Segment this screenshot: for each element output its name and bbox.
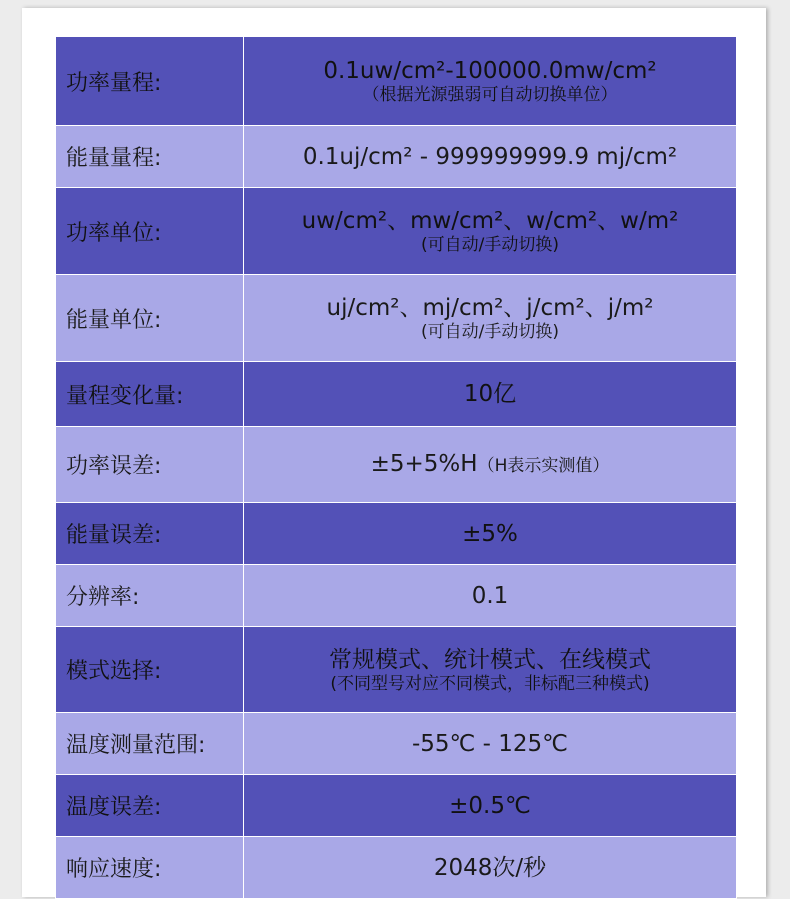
- row-value: [244, 275, 737, 362]
- value-text: 10亿: [463, 381, 517, 407]
- row-value: [244, 565, 737, 627]
- row-value: [244, 126, 737, 188]
- value-text: 0.1uw/cm²-100000.0mw/cm²: [323, 58, 657, 84]
- row-label: 功率误差:: [56, 427, 244, 503]
- spec-row-mode: [56, 627, 737, 713]
- spec-row-power-unit: [56, 188, 737, 275]
- spec-table: [55, 36, 737, 899]
- spec-row-energy-range: [56, 126, 737, 188]
- value-text: 常规模式、统计模式、在线模式: [329, 646, 651, 673]
- row-label: 温度误差:: [56, 775, 244, 837]
- value-note: （H表示实测值）: [477, 455, 610, 476]
- spec-row-power-error: [56, 427, 737, 503]
- row-label: 功率单位:: [56, 188, 244, 275]
- row-label: 模式选择:: [56, 627, 244, 713]
- value-note: （根据光源强弱可自动切换单位）: [362, 85, 618, 105]
- value-text: ±0.5℃: [449, 792, 531, 819]
- row-value: [244, 188, 737, 275]
- row-label: 功率量程:: [56, 37, 244, 126]
- row-label: 分辨率:: [56, 565, 244, 627]
- value-text: -55℃ - 125℃: [411, 730, 569, 757]
- spec-row-resolution: [56, 565, 737, 627]
- row-value: [244, 37, 737, 126]
- row-value: [244, 837, 737, 899]
- spec-row-range-change: [56, 362, 737, 427]
- row-value: [244, 627, 737, 713]
- spec-row-response-speed: [56, 837, 737, 899]
- row-value: [244, 713, 737, 775]
- value-text: uj/cm²、mj/cm²、j/cm²、j/m²: [326, 295, 654, 321]
- row-label: 温度测量范围:: [56, 713, 244, 775]
- value-note: (可自动/手动切换): [421, 322, 559, 342]
- row-value: [244, 775, 737, 837]
- value-text: 0.1: [471, 582, 509, 609]
- row-label: 量程变化量:: [56, 362, 244, 427]
- row-label: 能量误差:: [56, 503, 244, 565]
- spec-row-energy-unit: [56, 275, 737, 362]
- value-text: 0.1uj/cm² - 999999999.9 mj/cm²: [302, 143, 678, 170]
- row-label: 响应速度:: [56, 837, 244, 899]
- row-value: [244, 427, 737, 503]
- row-value: [244, 503, 737, 565]
- row-value: [244, 362, 737, 427]
- value-text: ±5%: [462, 520, 518, 547]
- spec-row-temp-range: [56, 713, 737, 775]
- row-label: 能量单位:: [56, 275, 244, 362]
- value-text: uw/cm²、mw/cm²、w/cm²、w/m²: [301, 208, 679, 234]
- value-text: 2048次/秒: [433, 854, 547, 881]
- spec-row-power-range: [56, 37, 737, 126]
- row-label: 能量量程:: [56, 126, 244, 188]
- spec-row-temp-error: [56, 775, 737, 837]
- spec-row-energy-error: [56, 503, 737, 565]
- value-text: [244, 450, 736, 480]
- value-main: ±5+5%H: [370, 450, 478, 477]
- value-note: (不同型号对应不同模式，非标配三种模式): [330, 673, 650, 694]
- value-note: (可自动/手动切换): [421, 235, 559, 255]
